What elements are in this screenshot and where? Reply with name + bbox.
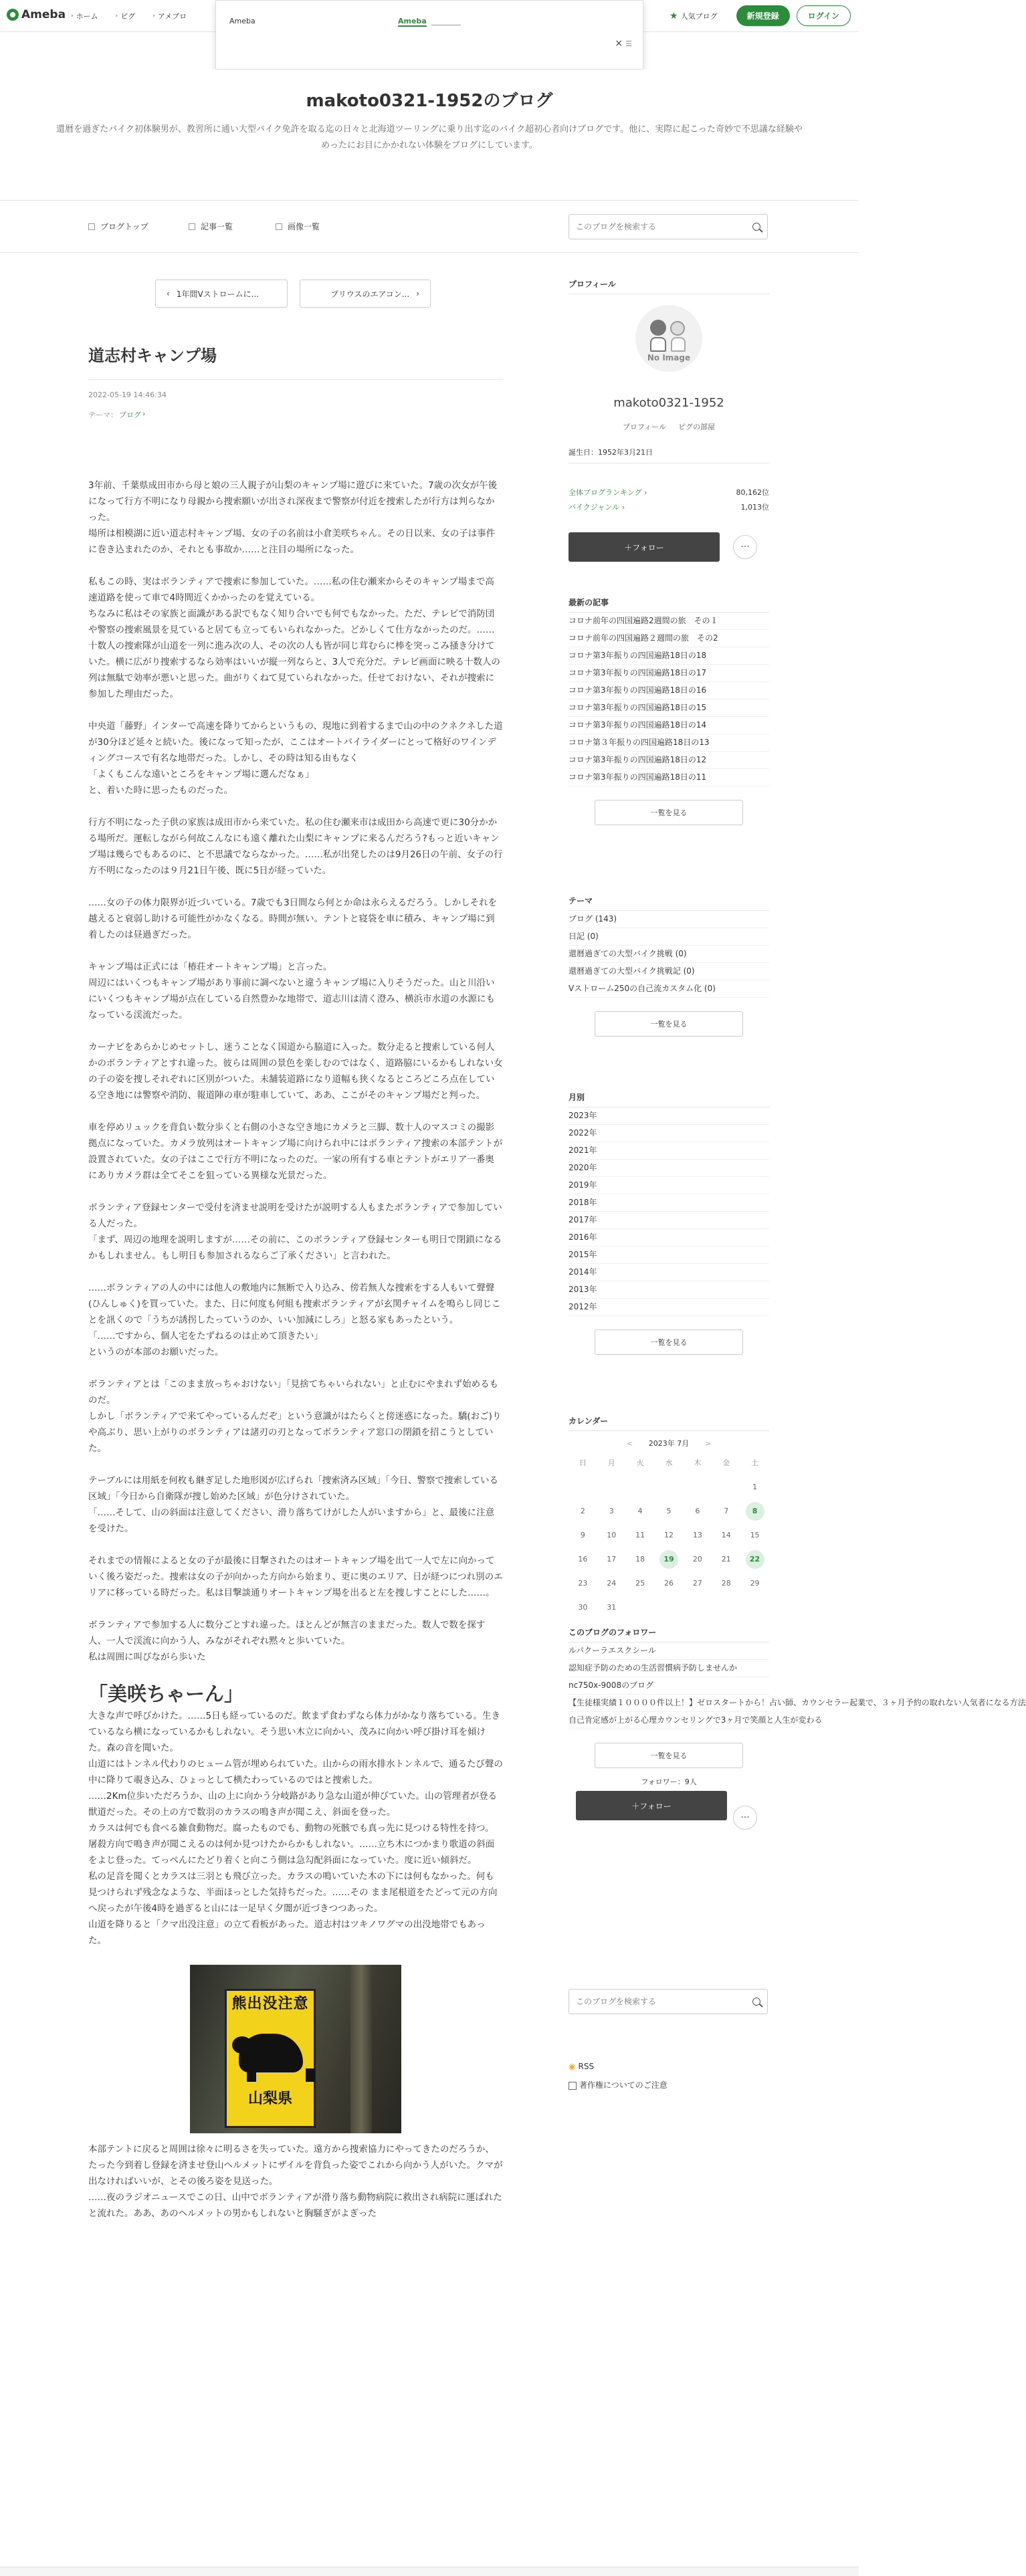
blog-search-box-bottom (569, 1989, 768, 2014)
followers-list (569, 1642, 1026, 1729)
calendar-prev-icon[interactable]: < (626, 1439, 633, 1448)
calendar-grid (569, 1454, 769, 1617)
entry-paragraph: 大きな声で呼びかけた。……5日も経っているのだ。飲まず食わずなら体力がかなり落ちている。生きているなら横になっているかもしれない。そう思い木立に向かい、茂みに向かい呼び掛け耳を傾けた。森の音を聞いた。 山道にはトンネル代わりのヒューム管が埋められていた。山からの雨水排水トンネルで、通るたび聲の中に降りて覗き込み、ひょっとして横たわっているのではと捜索した。 ……2Km位歩いただろうか、山の上に向かう分岐路があり急な山道が伸びていた。山の管理者が登る獣道だった。その上の方で数羽のカラスの鳴き声が聞こえ、斜面を登った。 カラスは何でも食べる雑食動物だ。腐ったものでも、動物の死骸でも真っ先に見つける特性を持つ。屠殺方向で鳴き声が聞こえるのは何か見つけたからかもしれない。……立ち木につかまり歌道の斜面をよじ登った。てっぺんにたどり着くと向こう側は急勾配斜面になっていた。度に近い傾斜だ。 私の足音を聞くとカラスは三羽とも飛び立った。カラスの鳴いていた木の下には何もなかった。何も見つけられず残念なような、半面ほっとした気持ちだった。……その まま尾根道をたどって元の方向へ戻ったが午後4時を過ぎると山には一足早く夕闇が近づきつつあった。 山道を降りると「クマ出没注意」の立て看板があった。道志村はツキノワグマの出没地帯でもあった。 (88, 1711, 503, 1946)
profile-name[interactable]: makoto0321-1952 (613, 396, 724, 410)
close-icon[interactable]: × (615, 38, 623, 49)
entry-paragraph: 本部テントに戻ると周囲は徐々に明るさを失っていた。遠方から捜索協力にやってきたのだろうか、たった今到着し登録を済ませ登山ヘルメットにザイルを背負った姿でこれから向かう人がいた。クマが出なければいいが、とその後ろ姿を見送った。 ……夜のラジオニュースでこの日、山中でボランティアが滑り落ち動物病院に救出され病院に運ばれたと流れた。ああ、あのヘルメットの男かもしれないと胸騒ぎがよぎった (88, 2144, 503, 2219)
calendar-day: 5 (666, 1507, 672, 1515)
calendar-cell (683, 1574, 712, 1593)
entry-paragraph: カーナビをあらかじめセットし、迷うことなく国道から脇道に入った。数分走ると捜索している何人かのボランティアとすれ違った。彼らは周囲の景色を楽しむのではなく、道路脇にいるかもしれない女の子の姿を捜しそれぞれに区別がついた。未舗装道路になり道幅も狭くなるところどころ点在している空き地には警察や消防、報道陣の車が駐車していて、ああ、ここがそのキャンプ場だと判った。 (88, 1042, 503, 1101)
birthday: 誕生日：1952年3月21日 (569, 447, 769, 463)
chevron-right-icon: › (71, 13, 74, 19)
calendar-day: 12 (663, 1531, 674, 1539)
more-options-button[interactable]: ··· (733, 535, 757, 559)
signup-button[interactable]: 新規登録 (736, 5, 790, 26)
recent-entry-link[interactable]: コロナ第３年振りの四国遍路18日の13 (569, 734, 769, 752)
header-right (670, 5, 851, 26)
entry-pager (155, 280, 431, 308)
copyright-label: 著作権についてのご注意 (579, 2080, 668, 2090)
calendar-weekday: 木 (694, 1459, 702, 1467)
follower-link[interactable]: 認知症予防のための生活習慣病予防しませんか (569, 1660, 769, 1677)
blog-top-link[interactable] (88, 221, 148, 232)
calendar-day-posted[interactable]: 19 (659, 1550, 678, 1569)
ranking-overall-label: 全体ブログランキング (569, 488, 642, 497)
calendar-cell (683, 1550, 712, 1569)
entry-paragraph: テーブルには用紙を何枚も継ぎ足した地形図が広げられ「捜索済み区域」「今日、警察で捜索している区域」「今日から自衛隊が捜し始めた区域」が色分けされていた。 「……そして、山の斜面は注意してください、滑り落ちてけがした人がいますから」と、最後に注意を受けた。 (88, 1475, 499, 1534)
calendar-day: 10 (607, 1531, 617, 1539)
profile-links (569, 421, 769, 432)
nav-pigg[interactable] (116, 11, 136, 21)
ranking-bike-value: 1,013位 (740, 503, 769, 512)
calendar-day: 16 (578, 1555, 588, 1564)
ranking-bike (569, 502, 769, 512)
recent-entry-link[interactable]: コロナ第3年振りの四国遍路18日の17 (569, 665, 769, 682)
calendar-cell (626, 1574, 655, 1593)
ranking-overall-value: 80,162位 (736, 488, 769, 497)
more-options-button-2[interactable]: ··· (733, 1806, 757, 1830)
popular-blog-link[interactable] (670, 11, 718, 21)
prev-entry-button[interactable] (155, 280, 288, 308)
entry-theme (88, 409, 145, 420)
sidebar-footer-links (569, 2057, 668, 2095)
calendar-day: 21 (721, 1555, 731, 1564)
search-icon[interactable] (752, 1998, 760, 2006)
next-entry-label: プリウスのエアコン... (330, 289, 410, 299)
blog-search-box (569, 214, 768, 239)
calendar-cell (597, 1478, 626, 1497)
month-link[interactable]: 2021年 (569, 1142, 769, 1160)
calendar-day: 14 (721, 1531, 731, 1539)
prev-entry-label: 1年間Vストロームに... (176, 289, 260, 299)
bear-warning-sign-photo (190, 1965, 401, 2133)
image-icon (276, 223, 282, 230)
chevron-right-icon: › (152, 13, 155, 19)
calendar-cell (740, 1502, 769, 1521)
calendar-cell (655, 1478, 684, 1497)
avatar-person-icon (650, 320, 666, 336)
calendar-cell (569, 1526, 597, 1545)
entry-date: 2022-05-19 14:46:34 (88, 391, 167, 399)
recent-heading: 最新の記事 (569, 597, 769, 613)
popular-blog-label: 人気ブログ (680, 11, 718, 21)
calendar-cell (712, 1478, 740, 1497)
month-link[interactable]: 2014年 (569, 1264, 769, 1281)
theme-section (569, 895, 769, 1037)
calendar-day: 13 (692, 1531, 702, 1539)
calendar-cell (655, 1502, 684, 1521)
follow-button-2[interactable]: ＋フォロー (576, 1791, 727, 1820)
sign-bottom-text: 山梨県 (247, 2090, 292, 2107)
blog-description: 還暦を過ぎたバイク初体験男が、教習所に通い大型バイク免許を取る迄の日々と北海道ツーリングに乗り出す迄のバイク超初心者向けブログです。他に、実際に起こった奇妙で不思議な経験やめったにお目にかかれない体験をブログにしています。 (56, 124, 803, 150)
calendar-day: 29 (750, 1579, 760, 1588)
month-see-all-button[interactable]: 一覧を見る (595, 1329, 743, 1355)
follower-count: フォロワー：9人 (641, 1778, 697, 1786)
calendar-day: 7 (724, 1507, 729, 1515)
calendar-day: 3 (609, 1507, 614, 1515)
nav-ameblo-label: アメブロ (157, 12, 187, 21)
image-list-link[interactable] (276, 221, 320, 232)
calendar-day: 2 (580, 1507, 585, 1515)
rss-label: RSS (578, 2062, 595, 2071)
entry-paragraphs-3 (88, 2141, 503, 2222)
followers-section (569, 1626, 1026, 1823)
month-link[interactable]: 2023年 (569, 1107, 769, 1125)
search-icon[interactable] (752, 223, 760, 231)
calendar-cell (712, 1550, 740, 1569)
calendar-cell (683, 1478, 712, 1497)
month-link[interactable]: 2019年 (569, 1177, 769, 1194)
month-link[interactable]: 2015年 (569, 1247, 769, 1264)
calendar-cell (569, 1598, 597, 1617)
calendar-cell (712, 1502, 740, 1521)
calendar-cell (655, 1550, 684, 1569)
calendar-day: 15 (750, 1531, 760, 1539)
theme-link[interactable]: Vストローム250の自己流カスタム化 (0) (569, 980, 769, 998)
follower-link[interactable]: 【生徒様実績１００００件以上！】ゼロスタートから！占い師、カウンセラー起業で、３ヶ月予約の取れない人気者になる方法 (569, 1695, 769, 1712)
nav-pigg-label: ピグ (120, 12, 136, 21)
sign-post (350, 1965, 372, 2133)
profile-heading: プロフィール (569, 278, 769, 294)
recent-entry-link[interactable]: コロナ第3年振りの四国遍路18日の12 (569, 752, 769, 769)
calendar-day: 18 (635, 1555, 645, 1564)
recent-entry-link[interactable]: コロナ第3年振りの四国遍路18日の18 (569, 647, 769, 665)
month-link[interactable]: 2012年 (569, 1299, 769, 1316)
calendar-cell (712, 1526, 740, 1545)
entry-paragraph: 3年前、千葉県成田市から母と娘の三人親子が山梨のキャンプ場に遊びに来ていた。7歳の次女が午後になって行方不明になり母親から捜索願いが出され深夜まで警察が付近を捜索したが行方は判らなかった。 場所は相模湖に近い道志村キャンプ場、女の子の名前は小倉美咲ちゃん。その日以来、女の子は事件に巻き込まれたのか、それとも事故か……と注目の場所になった。 (88, 480, 498, 555)
entry-title[interactable]: 道志村キャンプ場 (88, 342, 503, 380)
calendar-day-posted[interactable]: 22 (746, 1550, 764, 1569)
recent-entry-link[interactable]: コロナ第3年振りの四国遍路18日の16 (569, 682, 769, 700)
theme-link[interactable]: 還暦過ぎての大型バイク挑戦 (0) (569, 946, 769, 963)
ranking-overall (569, 487, 769, 498)
entry-paragraph: 私もこの時、実はボランティアで捜索に参加していた。……私の住む瀬来からそのキャンプ場まで高速道路を使って車で4時間近くかかったのを覚えている。 ちなみに私はその家族と面識がある訳でもなく知り合いでも何でもなかった。ただ、テレビで消防団や警察の捜索風景を見ていると居ても立ってもいられなかった。どかしくて仕方なかったのだ。……十数人の捜索隊が山道を一列に進み次の人、その次の人も皆が同じ茸むらに棒を突っこみ掻き分けていた。横に広がり捜索するなら効率はいいが縦一列ならと、3人で充分だ。テレビ画面に映る十数人の列は無駄で効率が悪いと思った。曲がりくねて見ていられなかった。任せておけない、それが捜索に参加した理由だった。 (88, 576, 500, 700)
follow-button[interactable]: ＋フォロー (569, 532, 720, 562)
calendar-weekday: 火 (636, 1459, 644, 1467)
entry-body (88, 477, 503, 2238)
ranking-bike-label: バイクジャンル (569, 503, 620, 512)
entry-paragraph: ボランティア登録センターで受付を済ませ説明を受けたが説明する人もまたボランティアで参加している人だった。 「まず、周辺の地理を説明しますが……その前に、このボランティア登録センターも明日で閉鎖になるかもしれません。もし明日も参加されるならご了承ください」と言われた。 (88, 1202, 502, 1261)
calendar-month-nav (569, 1438, 769, 1448)
calendar-cell (626, 1550, 655, 1569)
chevron-right-icon: › (621, 503, 625, 512)
followers-heading: このブログのフォロワー (569, 1626, 769, 1642)
calendar-weekday: 日 (579, 1459, 587, 1467)
calendar-day: 11 (635, 1531, 645, 1539)
entry-paragraph: それまでの情報によると女の子が最後に目撃されたのはオートキャンプ場を出て一人で左に向かっていく後ろ姿だった。捜索は女の子が向かった方向から始まり、更に奥のエリア、日が経つにつれ別のエリアに移っている時だった。私は目撃談通りオートキャンプ場を出ると左を捜しすことにした……。 (88, 1555, 503, 1598)
month-link[interactable]: 2013年 (569, 1281, 769, 1299)
crown-icon: ★ (670, 10, 678, 21)
calendar-day: 26 (663, 1579, 674, 1588)
monthly-archive-section (569, 1091, 769, 1355)
calendar-cell (683, 1526, 712, 1545)
recent-entry-link[interactable]: コロナ第3年振りの四国遍路18日の14 (569, 717, 769, 734)
calendar-cell (683, 1502, 712, 1521)
blog-top-label: ブログトップ (100, 222, 148, 231)
entry-paragraphs (88, 477, 503, 1665)
bear-icon (239, 2034, 303, 2072)
ad-overlay (215, 0, 643, 70)
recent-entries-list (569, 613, 769, 786)
chevron-right-icon: › (644, 488, 647, 497)
calendar-cell (569, 1478, 597, 1497)
calendar-weekday: 月 (607, 1459, 615, 1467)
calendar-day: 27 (692, 1579, 702, 1588)
calendar-cell (597, 1574, 626, 1593)
calendar-cell (655, 1526, 684, 1545)
theme-link[interactable]: 還暦過ぎての大型バイク挑戦記 (0) (569, 963, 769, 980)
chevron-left-icon: ‹ (167, 289, 170, 298)
global-nav (71, 11, 187, 21)
theme-heading: テーマ (569, 895, 769, 911)
rss-link[interactable] (569, 2057, 668, 2076)
entry-list-label: 記事一覧 (201, 222, 233, 231)
entry-theme-link[interactable]: ブログ (119, 411, 141, 419)
image-list-label: 画像一覧 (288, 222, 320, 231)
calendar-cell (740, 1574, 769, 1593)
month-link[interactable]: 2020年 (569, 1160, 769, 1177)
chevron-right-icon: › (416, 289, 419, 298)
calendar-cell (712, 1574, 740, 1593)
calendar-day-posted[interactable]: 8 (746, 1502, 764, 1521)
blog-search-input-bottom[interactable] (569, 1990, 736, 2014)
avatar-body-icon (671, 337, 686, 352)
calendar-day: 24 (607, 1579, 617, 1588)
follower-link[interactable]: nc750x-9008のブログ (569, 1677, 769, 1695)
month-heading: 月別 (569, 1091, 769, 1107)
copyright-notice-link[interactable] (569, 2076, 668, 2095)
entry-paragraph: ……ボランティアの人の中には他人の敷地内に無断で入り込み、傍若無人な捜索をする人もいて聲聲(ひんしゅく)を買っていた。また、日に何度も何組も捜索ボランティアが玄関チャイムを鳴らし同じことを訊くので「うちが誘拐したっていうのか、いい加減にしろ」と怒る家もあったという。 「……ですから、個人宅をたずねるのは止めて頂きたい」 というのが本部のお願いだった。 (88, 1283, 501, 1358)
entry-paragraph: 中央道「藤野」インターで高速を降りてからというもの、現地に到着するまで山の中のクネクネした道が30分ほど延々と続いた。後になって知ったが、ここはオートバイライダーにとって格好のワインディングコースで有名な地帯だった。しかし、その時は知る由もなく 「よくもこんな遠いところをキャンプ場に選んだなぁ」 と、着いた時に思ったものだった。 (88, 721, 503, 796)
month-link[interactable]: 2016年 (569, 1229, 769, 1247)
ad-close-button[interactable] (615, 38, 632, 49)
calendar-day: 25 (635, 1579, 645, 1588)
recent-entry-link[interactable]: コロナ第3年振りの四国遍路18日の15 (569, 700, 769, 717)
ranking-bike-link[interactable] (569, 503, 625, 512)
entry-callout: 「美咲ちゃーん」 (88, 1683, 244, 1705)
theme-list (569, 911, 769, 998)
entry-paragraph: 車を停めリュックを背負い数分歩くと右側の小さな空き地にカメラと三脚、数十人のマスコミの撮影拠点になっていた。カメラ放列はオートキャンプ場に向けられ中にはボランティア捜索の本部テントが設置されていた。女の子はここで行方不明になったのだ。一家の所有する車とテントがエリア一番奥にありカメラ群は全てそこを狙っている異様な光景だった。 (88, 1122, 503, 1181)
avatar[interactable] (635, 305, 702, 372)
next-entry-button[interactable] (300, 280, 431, 308)
calendar-day: 20 (692, 1555, 702, 1564)
chevron-right-icon: › (115, 13, 118, 19)
recent-entry-link[interactable]: コロナ第3年振りの四国遍路18日の11 (569, 769, 769, 786)
month-link[interactable]: 2018年 (569, 1194, 769, 1212)
theme-see-all-button[interactable]: 一覧を見る (595, 1011, 743, 1037)
calendar-section (569, 1415, 769, 1617)
calendar-cell (569, 1574, 597, 1593)
calendar-cell (626, 1526, 655, 1545)
theme-link[interactable]: 日記 (0) (569, 928, 769, 946)
recent-entry-link[interactable]: コロナ前年の四国遍路2週間の旅 その１ (569, 613, 769, 630)
calendar-cell (597, 1502, 626, 1521)
calendar-cell (740, 1526, 769, 1545)
home-icon (88, 223, 95, 230)
blog-sub-nav (0, 201, 859, 253)
calendar-day: 6 (695, 1507, 700, 1515)
page-bottom-bar (0, 2567, 859, 2576)
calendar-cell (597, 1526, 626, 1545)
entry-paragraph: ……女の子の体力限界が近づいている。7歳でも3日間なら何とか命は永らえるだろう。しかしそれを越えると衰弱し助ける可能性がかなくなる。時間が無い。テントと寝袋を車に積み、キャンプ場に到着したのは昼過ぎだった。 (88, 897, 498, 940)
nav-ameblo[interactable] (152, 11, 187, 21)
calendar-cell (597, 1598, 626, 1617)
pigg-room-link[interactable]: ピグの部屋 (678, 423, 715, 431)
blog-search-input[interactable] (569, 215, 736, 239)
no-image-label: No Image (647, 353, 691, 362)
month-link[interactable]: 2017年 (569, 1212, 769, 1229)
entry-paragraph: ボランティアとは「このまま放っちゃおけない」「見捨てちゃいられない」と止むにやまれず始めるものだ。 しかし「ボランティアで来てやっているんだぞ」という意識がはたらくと傍迷惑になった。驕(おご)りや高ぶり、思い上がりのボランティアは諸刃の刃となってボランティア窓口の閉鎖を招こうとしていた。 (88, 1379, 502, 1454)
avatar-person-icon (670, 321, 685, 336)
entry-paragraphs-2 (88, 1708, 503, 1949)
chevron-right-icon: › (142, 409, 146, 418)
entry-paragraph: キャンプ場は正式には「椿荘オートキャンプ場」と言った。 周辺にはいくつもキャンプ場があり事前に調べないと違うキャンプ場に入りそうだった。山と川沿いにいくつもキャンプ場が点在している自然豊かな地帯で、道志川は清く澄み、横浜市水道の水源にもなっている渓流だった。 (88, 962, 496, 1021)
recent-see-all-button[interactable]: 一覧を見る (595, 800, 743, 825)
menu-icon[interactable]: ☰ (625, 39, 632, 48)
month-link[interactable]: 2022年 (569, 1125, 769, 1142)
calendar-day: 28 (721, 1579, 731, 1588)
sign-panel (225, 1989, 316, 2128)
calendar-heading: カレンダー (569, 1415, 769, 1431)
calendar-cell (740, 1478, 769, 1497)
blog-title[interactable]: makoto0321-1952のブログ (306, 91, 553, 111)
rss-icon: ◉ (569, 2062, 576, 2071)
ameba-logo-text: Ameba (21, 8, 66, 21)
nav-home[interactable] (71, 11, 98, 21)
calendar-month-label: 2023年 7月 (648, 1439, 690, 1448)
recent-entries-section (569, 597, 769, 825)
calendar-day: 4 (637, 1507, 643, 1515)
calendar-day: 23 (578, 1579, 588, 1588)
ameba-logo-icon (7, 9, 19, 21)
calendar-weekday: 水 (665, 1459, 673, 1467)
month-list (569, 1107, 769, 1316)
calendar-day: 17 (607, 1555, 617, 1564)
avatar-body-icon (650, 337, 666, 352)
follower-link[interactable]: ルパクーラエスクシール (569, 1642, 769, 1660)
calendar-cell (655, 1574, 684, 1593)
document-icon (569, 2082, 577, 2090)
calendar-cell (626, 1502, 655, 1521)
theme-link[interactable]: ブログ (143) (569, 911, 769, 928)
ad-logo[interactable]: Ameba (398, 17, 427, 25)
calendar-day: 1 (752, 1483, 758, 1491)
calendar-day: 9 (580, 1531, 585, 1539)
ad-label: Ameba (229, 17, 255, 25)
calendar-cell (569, 1550, 597, 1569)
login-button[interactable]: ログイン (797, 5, 851, 26)
calendar-next-icon[interactable]: > (705, 1439, 712, 1448)
calendar-weekday: 土 (751, 1459, 759, 1467)
ranking-overall-link[interactable] (569, 488, 647, 497)
blog-header (0, 70, 859, 201)
calendar-cell (740, 1550, 769, 1569)
profile-link[interactable]: プロフィール (623, 423, 666, 431)
recent-entry-link[interactable]: コロナ前年の四国遍路２週間の旅 その2 (569, 630, 769, 647)
calendar-cell (569, 1502, 597, 1521)
list-icon (189, 223, 195, 230)
calendar-day: 30 (578, 1603, 588, 1612)
entry-paragraph: ボランティアで参加する人に数分ごとすれ違った。ほとんどが無言のままだった。数人で数を探す人、一人で渓流に向かう人、みながそれぞれ黙々と歩いていた。 私は周囲に叫びながら歩いた (88, 1620, 486, 1662)
entry-list-link[interactable] (189, 221, 233, 232)
ameba-logo[interactable] (7, 8, 66, 21)
calendar-weekday: 金 (722, 1459, 730, 1467)
calendar-day: 31 (607, 1603, 617, 1612)
calendar-cell (626, 1478, 655, 1497)
followers-see-all-button[interactable]: 一覧を見る (595, 1743, 743, 1768)
entry-theme-prefix: テーマ： (88, 411, 118, 419)
entry-paragraph: 行方不明になった子供の家族は成田市から来ていた。私の住む瀬来市は成田から高速で更に30分かかる場所だ。運転しながら何故こんなにも遠く離れた山梨にキャンプに来るんだろう?もっと近いキャンプ場は幾らでもあるのに、と不思議でならなかった。……私が出発したのは9月26日の午前、女子の行方不明になったのは９月21日午後、既に5日が経っていた。 (88, 817, 503, 876)
calendar-cell (597, 1550, 626, 1569)
nav-home-label: ホーム (76, 12, 98, 21)
sign-top-text: 熊出没注意 (231, 1996, 309, 2012)
follower-link[interactable]: 自己肯定感が上がる心理カウンセリングで3ヶ月で笑顔と人生が変わる (569, 1712, 769, 1729)
